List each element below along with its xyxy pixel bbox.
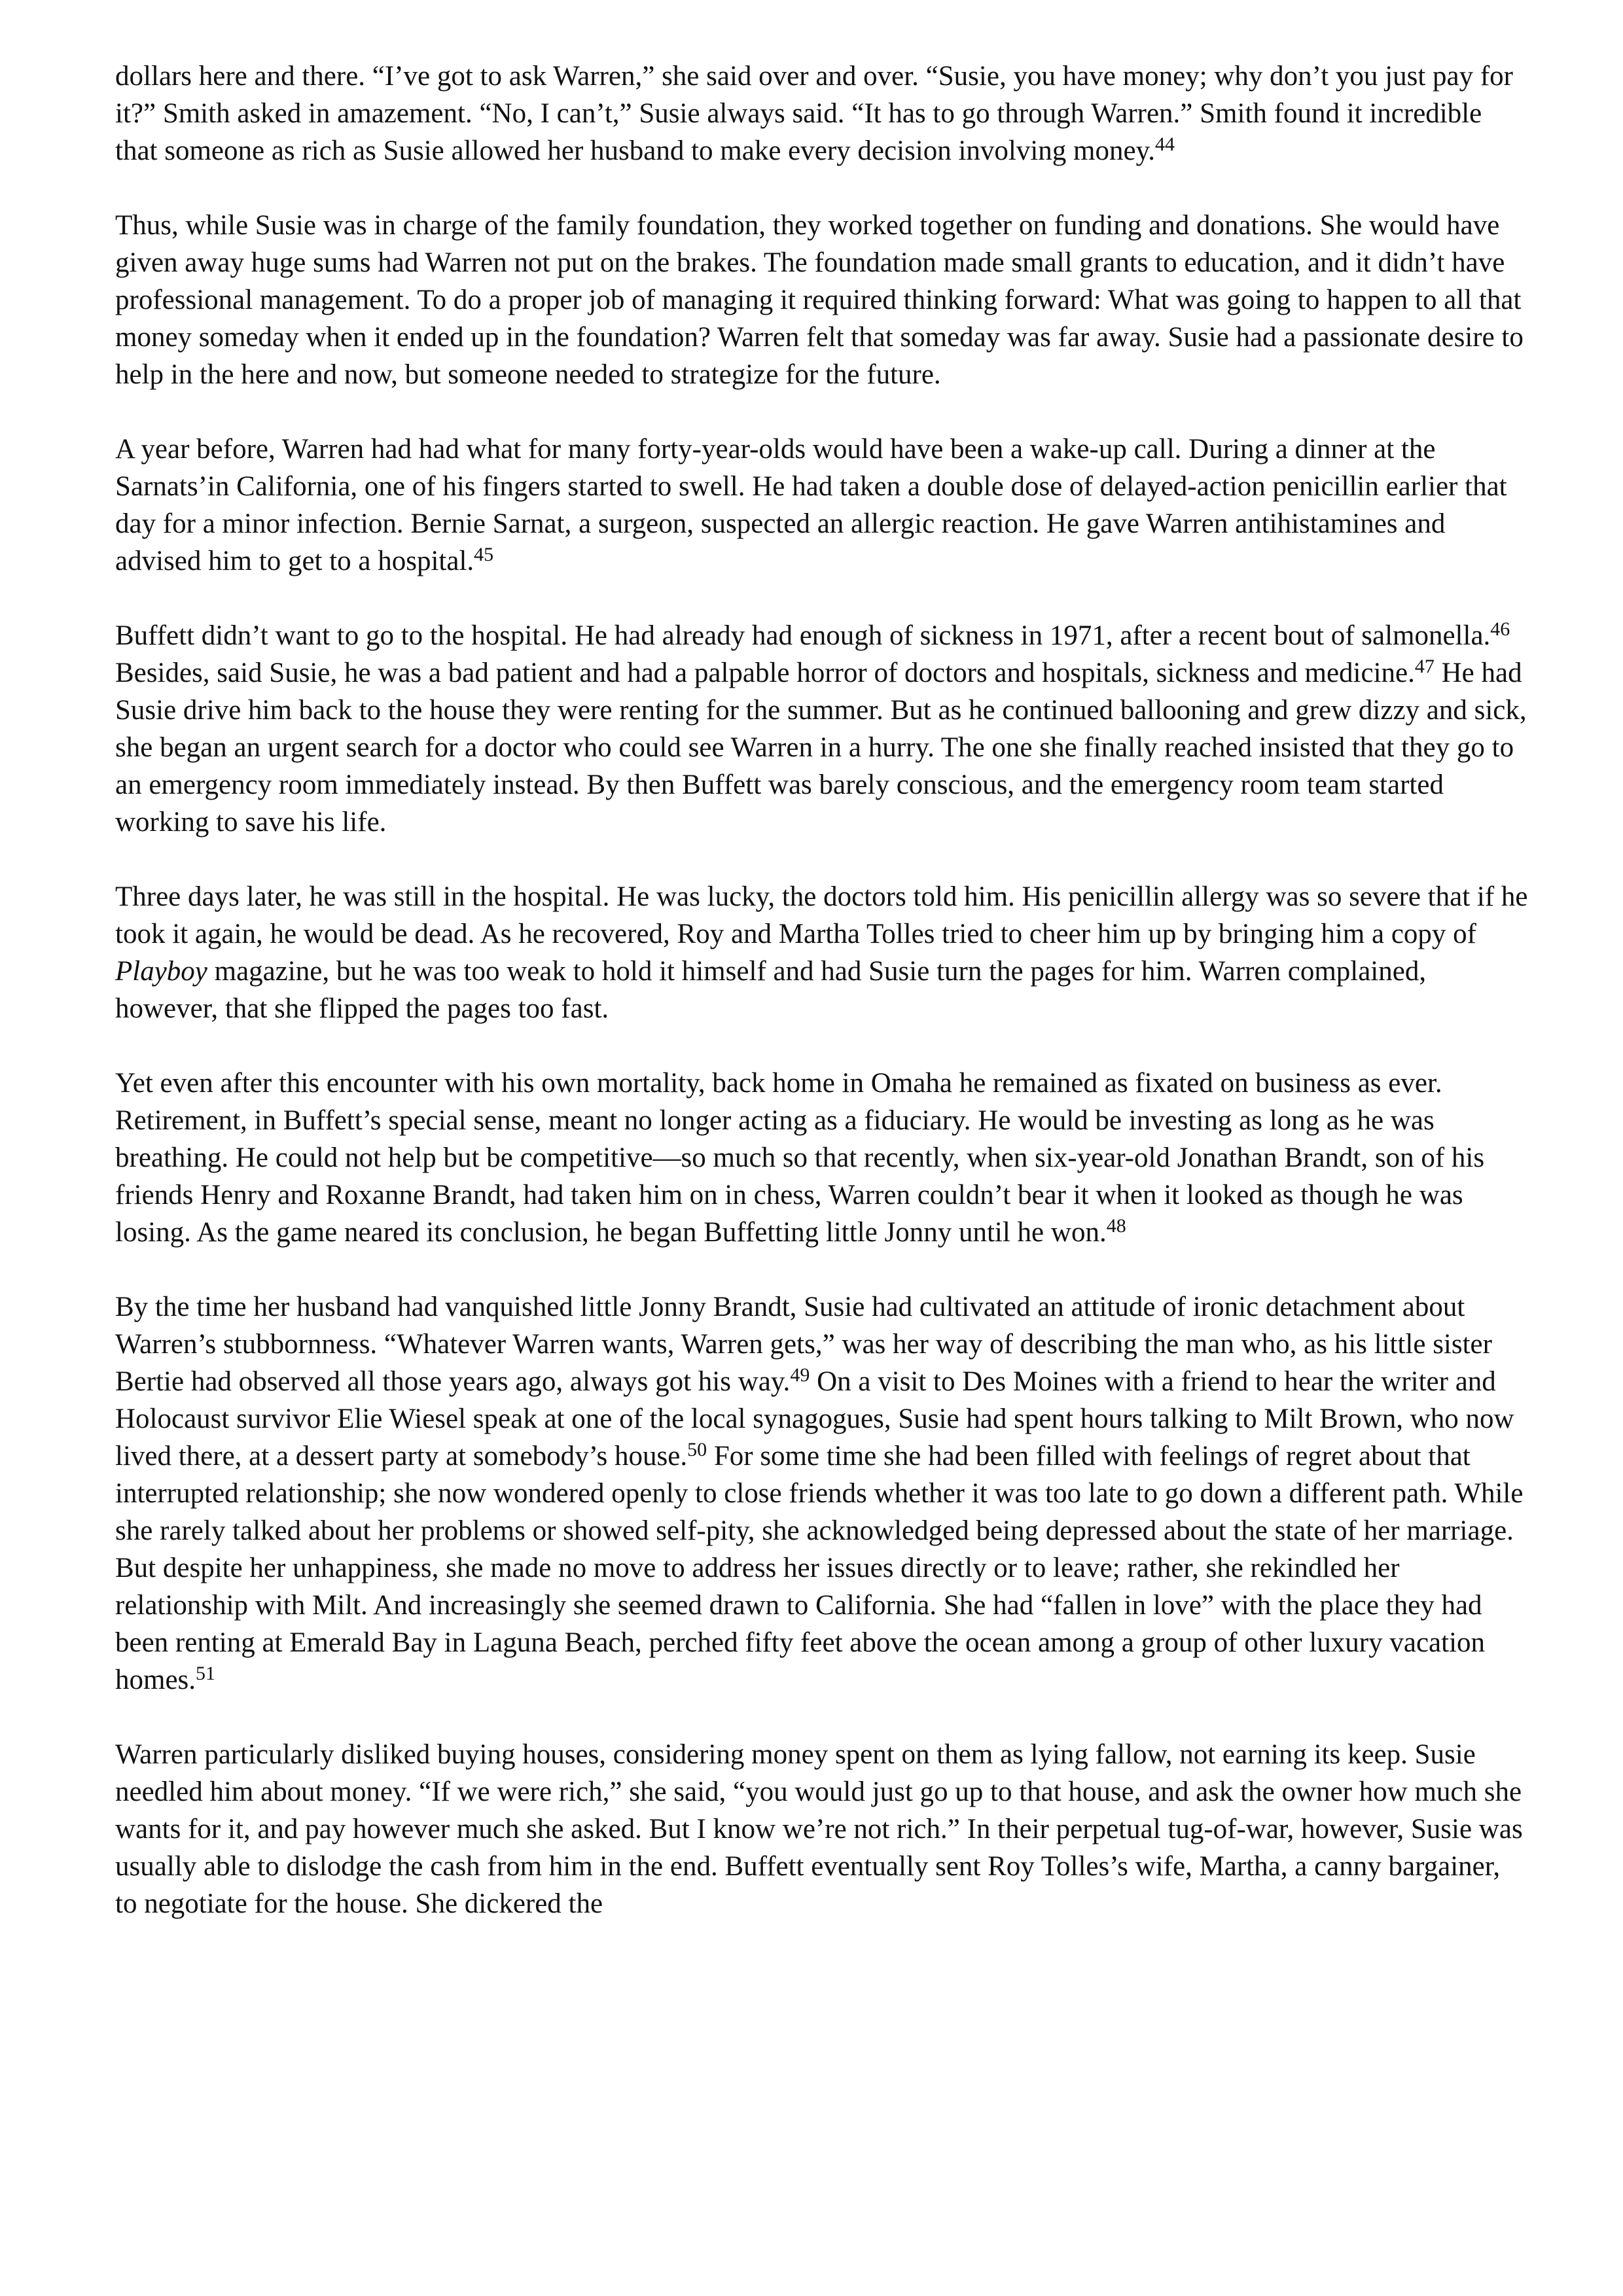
paragraph-text: He had Susie drive him back to the house they were renting for the summer. But as he continued ballooning and grew dizzy and sick, she began an urgent search for a doctor who could see Warren in a hurry. The one she finally reached insisted that they go to an emergency room immediately instead. By then Buffett was barely conscious, and the emergency room team started working to save his life. <box>115 658 1527 838</box>
body-paragraph <box>115 878 1529 1027</box>
footnote-marker: 46 <box>1490 618 1510 640</box>
paragraph-text: magazine, but he was too weak to hold it himself and had Susie turn the pages for him. Warren complained, however, that she flipped the pages too fast. <box>115 956 1427 1024</box>
paragraph-text: Thus, while Susie was in charge of the family foundation, they worked together on funding and donations. She would have given away huge sums had Warren not put on the brakes. The foundation made small grants to education, and it didn’t have professional management. To do a proper job of managing it required thinking forward: What was going to happen to all that money someday when it ended up in the foundation? Warren felt that someday was far away. Susie had a passionate desire to help in the here and now, but someone needed to strategize for the future. <box>115 210 1524 390</box>
footnote-marker: 44 <box>1155 133 1175 155</box>
footnote-marker: 51 <box>196 1663 216 1684</box>
footnote-marker: 48 <box>1106 1215 1126 1237</box>
body-paragraph <box>115 207 1529 393</box>
footnote-marker: 45 <box>474 544 494 565</box>
document-page <box>115 58 1529 1960</box>
paragraph-text: Yet even after this encounter with his own mortality, back home in Omaha he remained as fixated on business as ever. Retirement, in Buffett’s special sense, meant no longer acting as a fiduciary. He would be investing as long as he was breathing. He could not help but be competitive—so much so that recently, when six-year-old Jonathan Brandt, son of his friends Henry and Roxanne Brandt, had taken him on in chess, Warren couldn’t bear it when it looked as though he was losing. As the game neared its conclusion, he began Buffetting little Jonny until he won. <box>115 1068 1485 1248</box>
paragraph-text: Buffett didn’t want to go to the hospital. He had already had enough of sickness in 1971, after a recent bout of salmonella. <box>115 620 1491 651</box>
paragraph-text: Three days later, he was still in the hospital. He was lucky, the doctors told him. His penicillin allergy was so severe that if he took it again, he would be dead. As he recovered, Roy and Martha Tolles tried to cheer him up by bringing him a copy of <box>115 881 1528 949</box>
paragraph-text: A year before, Warren had had what for many forty-year-olds would have been a wake-up call. During a dinner at the Sarnats’in California, one of his fingers started to swell. He had taken a double dose of delayed-action penicillin earlier that day for a minor infection. Bernie Sarnat, a surgeon, suspected an allergic reaction. He gave Warren antihistamines and advised him to get to a hospital. <box>115 434 1507 576</box>
paragraph-text: Warren particularly disliked buying houses, considering money spent on them as lying fallow, not earning its keep. Susie needled him about money. “If we were rich,” she said, “you would just go up to that house, and ask the owner how much she wants for it, and pay however much she asked. But I know we’re not rich.” In their perpetual tug-of-war, however, Susie was usually able to dislodge the cash from him in the end. Buffett eventually sent Roy Tolles’s wife, Martha, a canny bargainer, to negotiate for the house. She dickered the <box>115 1739 1523 1919</box>
body-paragraph <box>115 1736 1529 1922</box>
footnote-marker: 47 <box>1414 656 1435 677</box>
paragraph-text: For some time she had been filled with feelings of regret about that interrupted relationship; she now wondered openly to close friends whether it was too late to go down a different path. While she rarely talked about her problems or showed self-pity, she acknowledged being depressed about the state of her marriage. But despite her unhappiness, she made no move to address her issues directly or to leave; rather, she rekindled her relationship with Milt. And increasingly she seemed drawn to California. She had “fallen in love” with the place they had been renting at Emerald Bay in Laguna Beach, perched fifty feet above the ocean among a group of other luxury vacation homes. <box>115 1441 1524 1695</box>
body-paragraph <box>115 617 1529 841</box>
paragraph-text: By the time her husband had vanquished little Jonny Brandt, Susie had cultivated an attitude of ironic detachment about Warren’s stubbornness. “Whatever Warren wants, Warren gets,” was her way of describing the man who, as his little sister Bertie had observed all those years ago, always got his way. <box>115 1292 1492 1397</box>
footnote-marker: 49 <box>790 1364 810 1386</box>
body-paragraph <box>115 1065 1529 1251</box>
paragraph-text: Besides, said Susie, he was a bad patient and had a palpable horror of doctors and hospitals, sickness and medicine. <box>115 658 1415 688</box>
body-paragraph <box>115 58 1529 169</box>
body-paragraph <box>115 1288 1529 1699</box>
paragraph-text: dollars here and there. “I’ve got to ask Warren,” she said over and over. “Susie, you have money; why don’t you just pay for it?” Smith asked in amazement. “No, I can’t,” Susie always said. “It has to go through Warren.” Smith found it incredible that someone as rich as Susie allowed her husband to make every decision involving money. <box>115 61 1513 166</box>
body-paragraph <box>115 431 1529 580</box>
italic-title: Playboy <box>115 956 207 987</box>
footnote-marker: 50 <box>687 1439 707 1460</box>
paragraph-text: On a visit to Des Moines with a friend to hear the writer and Holocaust survivor Elie Wiesel speak at one of the local synagogues, Susie had spent hours talking to Milt Brown, who now lived there, at a dessert party at somebody’s house. <box>115 1366 1514 1472</box>
